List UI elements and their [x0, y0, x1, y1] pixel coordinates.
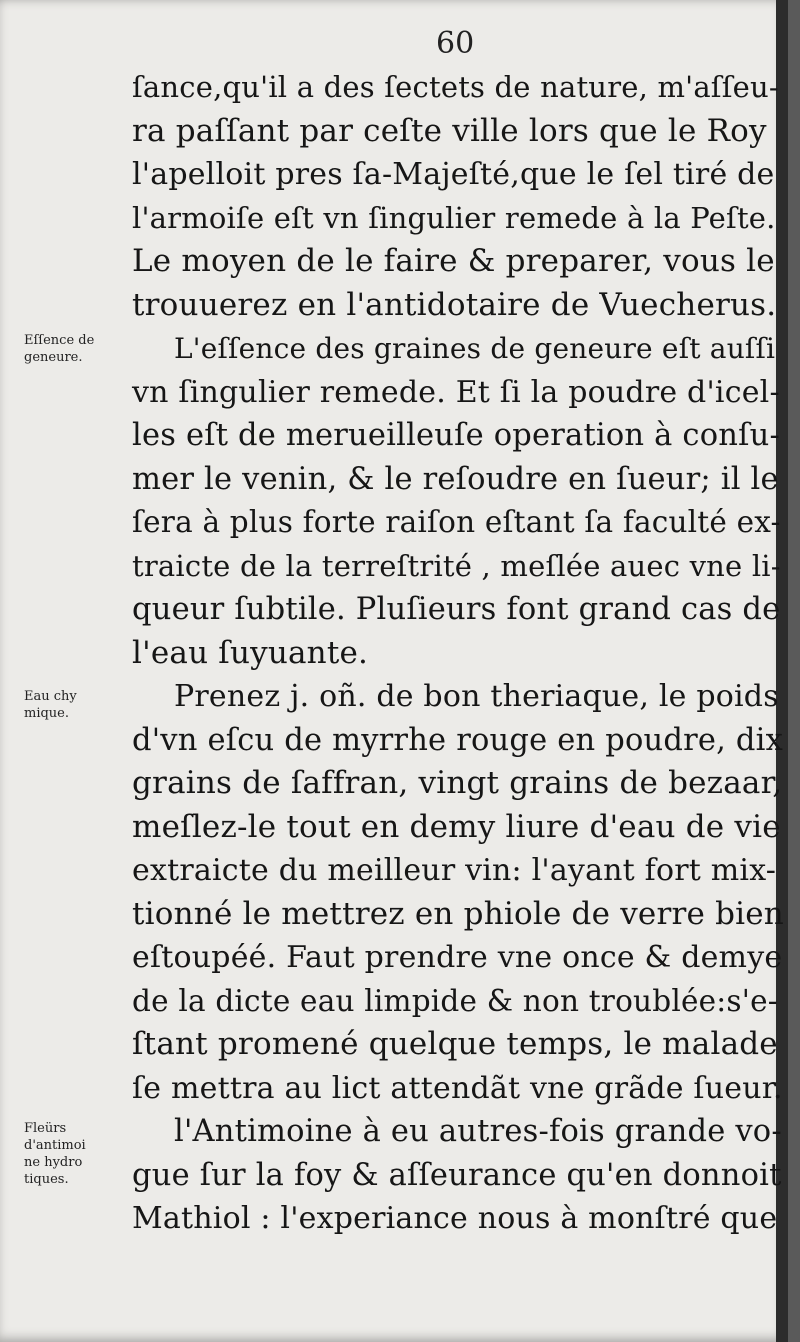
- text-line: extraicte du meilleur vin: l'ayant fort mix-: [132, 853, 777, 888]
- page-number: 60: [436, 26, 475, 61]
- text-line: ſance,qu'il a des ſectets de nature, m'aſſeu-: [132, 70, 779, 104]
- text-line: trouuerez en l'antidotaire de Vuecherus.: [132, 286, 777, 323]
- margin-note-eau: [24, 688, 128, 722]
- margin-note-line: Eſſence de: [24, 333, 95, 348]
- margin-note-essence: [24, 332, 128, 366]
- text-line: gue ſur la foy & aſſeurance qu'en donnoit: [132, 1157, 782, 1193]
- text-line: ſe mettra au lict attendãt vne grãde ſueur.: [132, 1070, 783, 1106]
- text-line: L'eſſence des graines de geneure eſt auſſi: [174, 332, 776, 365]
- text-line: vn ſingulier remede. Et ſi la poudre d'icel-: [132, 374, 780, 410]
- margin-note-line: Fleürs: [24, 1121, 67, 1136]
- text-line: grains de ſaffran, vingt grains de bezaar,: [132, 765, 783, 801]
- text-line: les eſt de merueilleuſe operation à conſu-: [132, 418, 780, 453]
- text-line: ra paſſant par ceſte ville lors que le Roy: [132, 112, 767, 149]
- text-line: ſtant promené quelque temps, le malade: [132, 1026, 778, 1062]
- margin-note-line: Eau chy: [24, 689, 77, 704]
- text-line: de la dicte eau limpide & non troublée:s'e-: [132, 983, 778, 1018]
- text-line: mer le venin, & le reſoudre en ſueur; il le: [132, 461, 779, 497]
- text-line: eſtoupéé. Faut prendre vne once & demye: [132, 940, 783, 975]
- text-line: l'Antimoine à eu autres-fois grande vo-: [174, 1114, 782, 1149]
- text-line: l'armoiſe eſt vn ſingulier remede à la Peſte.: [132, 200, 776, 235]
- margin-note-line: ne hydro: [24, 1155, 83, 1170]
- text-line: Le moyen de le faire & preparer, vous le: [132, 243, 775, 279]
- margin-note-line: geneure.: [24, 350, 83, 365]
- text-line: l'eau ſuyuante.: [132, 634, 369, 671]
- text-line: d'vn eſcu de myrrhe rouge en poudre, dix: [132, 722, 784, 758]
- margin-note-line: tiques.: [24, 1172, 69, 1187]
- body-text: [132, 66, 784, 1241]
- text-line: Mathiol : l'experiance nous à monſtré que: [132, 1201, 778, 1236]
- margin-note-line: d'antimoi: [24, 1138, 86, 1153]
- text-line: ſera à plus forte raiſon eſtant ſa faculté ex-: [132, 505, 781, 539]
- text-line: l'apelloit pres ſa-Majeſté,que le ſel tiré de: [132, 157, 775, 192]
- text-line: traicte de la terreſtrité , meſlée auec vne li-: [132, 548, 781, 583]
- text-line: queur ſubtile. Pluſieurs font grand cas de: [132, 592, 781, 627]
- margin-note-antimoine: [24, 1120, 128, 1188]
- text-line: tionné le mettrez en phiole de verre bien: [132, 895, 784, 932]
- text-line: meſlez-le tout en demy liure d'eau de vie: [132, 808, 781, 845]
- margin-note-line: mique.: [24, 706, 70, 721]
- text-line: Prenez j. oñ. de bon theriaque, le poids: [174, 679, 779, 714]
